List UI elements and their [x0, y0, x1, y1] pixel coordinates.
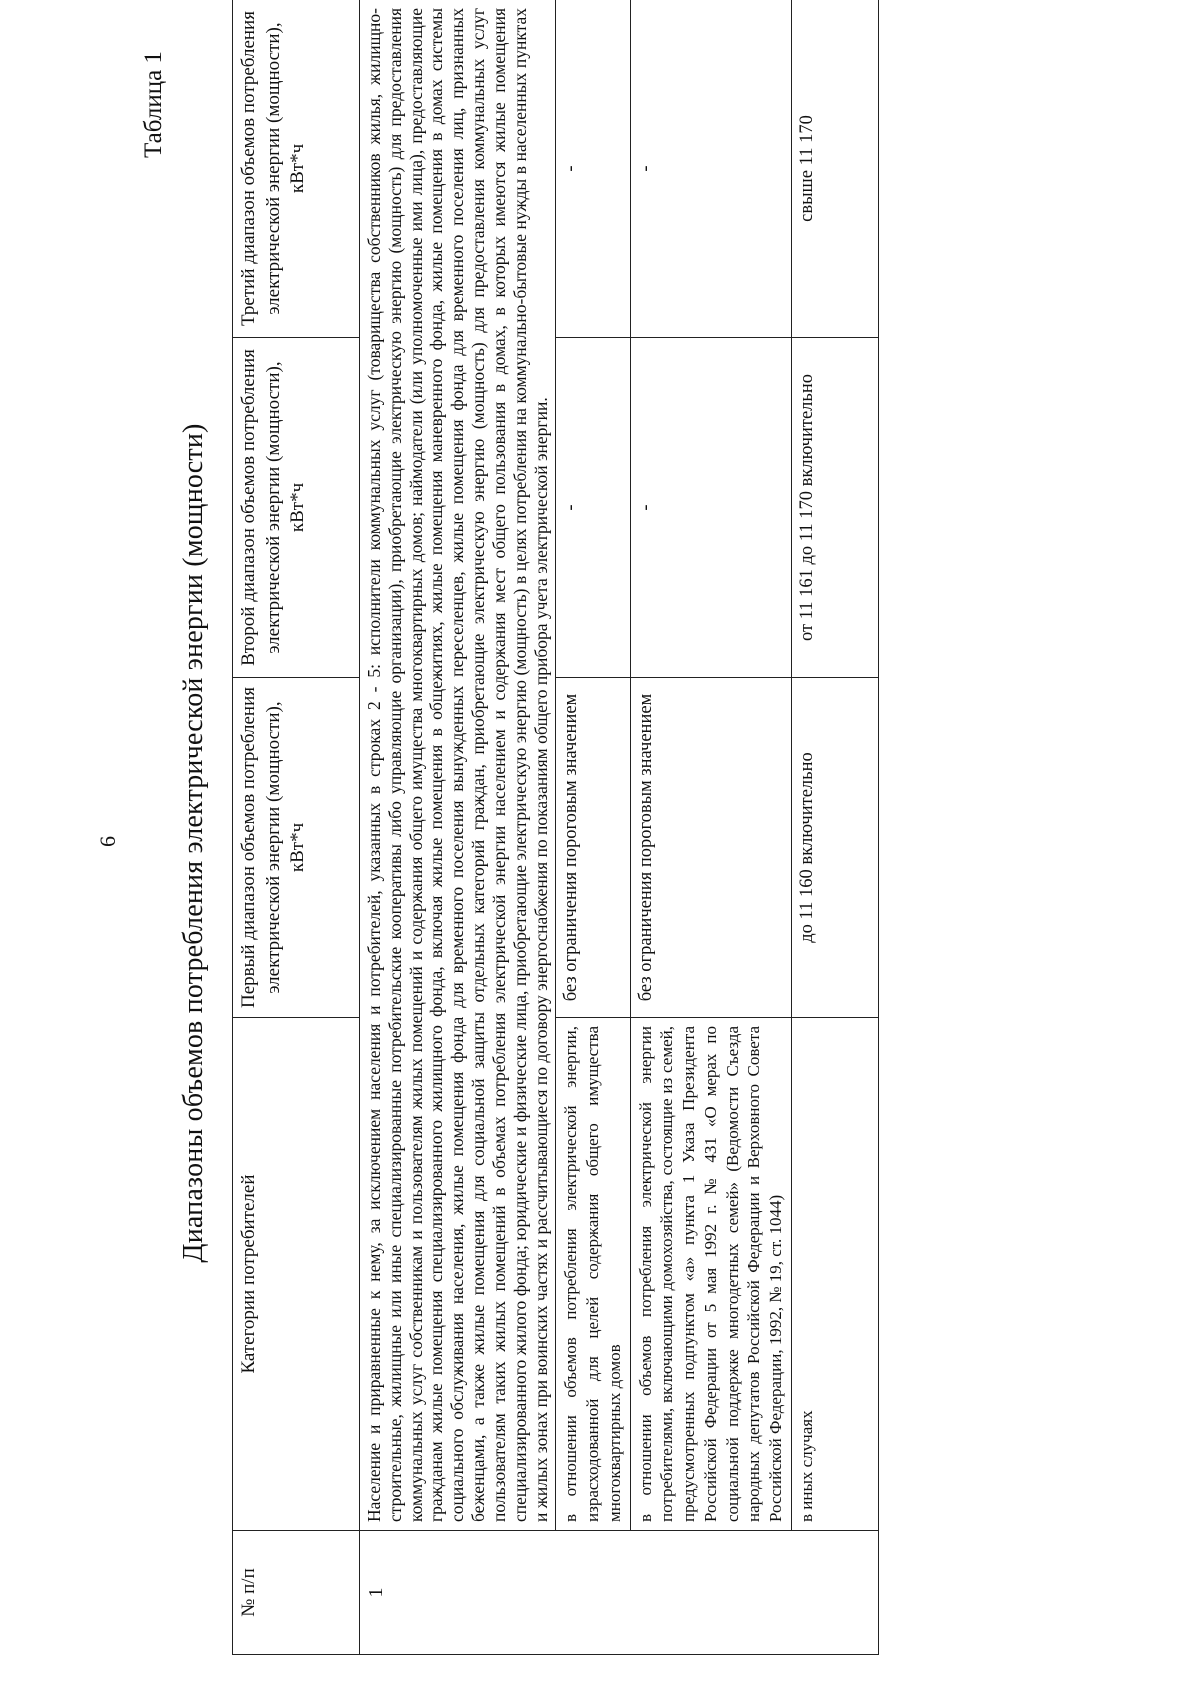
table-row	[556, 0, 630, 1655]
header-category: Категории потребителей	[233, 1018, 360, 1531]
page-number: 6	[95, 836, 120, 847]
row-first-range: без ограничения пороговым значением	[556, 678, 630, 1018]
row-first-range: без ограничения пороговым значением	[630, 678, 791, 1018]
row-category: в отношении объемов потребления электрической энергии потребителями, включающими домохозяйства, состоящие из семей, предусмотренных подпунктом «а» пункта 1 Указа Президента Российской Федерации от 5 мая 1992 г. № 431 «О мерах по социальной поддержке многодетных семей» (Ведомости Съезда народных депутатов Российской Федерации и Верховного Совета Российской Федерации, 1992, № 19, ст. 1044)	[630, 1018, 791, 1531]
row-category: в иных случаях	[791, 1018, 878, 1531]
table-row-description	[360, 0, 556, 1655]
consumption-ranges-table	[232, 0, 879, 1655]
header-second-range: Второй диапазон объемов потребления электрической энергии (мощности), кВт*ч	[233, 338, 360, 678]
header-third-range: Третий диапазон объемов потребления электрической энергии (мощности), кВт*ч	[233, 0, 360, 338]
row-third-range: -	[556, 0, 630, 338]
row-number: 1	[360, 1531, 879, 1655]
row-category: в отношении объемов потребления электрической энергии, израсходованной для целей содержания общего имущества многоквартирных домов	[556, 1018, 630, 1531]
header-first-range: Первый диапазон объемов потребления электрической энергии (мощности), кВт*ч	[233, 678, 360, 1018]
population-description: Население и приравненные к нему, за исключением населения и потребителей, указанных в строках 2 - 5: исполнители коммунальных услуг (товарищества собственников жилья, жилищно-строительные, жилищные или иные специализированные потребительские кооперативы либо управляющие организации), приобретающие электрическую энергию (мощность) для предоставления коммунальных услуг собственникам и пользователям жилых помещений и содержания общего имущества многоквартирных домов; наймодатели (или уполномоченные ими лица), предоставляющие гражданам жилые помещения специализированного жилищного фонда, включая жилые помещения в общежитиях, жилые помещения маневренного фонда, жилые помещения в домах системы социального обслуживания населения, жилые помещения фонда для временного поселения вынужденных переселенцев, жилые помещения фонда для временного поселения лиц, признанных беженцами, а также жилые помещения для социальной защиты отдельных категорий граждан, приобретающие электрическую энергию (мощность) для предоставления коммунальных услуг пользователям таких жилых помещений в объемах потребления электрической энергии населением и содержания мест общего пользования в домах, в которых имеются жилые помещения специализированного жилого фонда; юридические и физические лица, приобретающие электрическую энергию (мощность) в целях потребления на коммунально-бытовые нужды в населенных пунктах и жилых зонах при воинских частях и рассчитывающиеся по договору энергоснабжения по показаниям общего прибора учета электрической энергии.	[360, 0, 556, 1531]
header-number: № п/п	[233, 1531, 360, 1655]
row-third-range: свыше 11 170	[791, 0, 878, 338]
table-row	[791, 0, 878, 1655]
table-row	[630, 0, 791, 1655]
row-second-range: -	[556, 338, 630, 678]
row-second-range: -	[630, 338, 791, 678]
table-label: Таблица 1	[140, 51, 167, 158]
row-second-range: от 11 161 до 11 170 включительно	[791, 338, 878, 678]
page-title: Диапазоны объемов потребления электрической энергии (мощности)	[178, 423, 209, 1263]
row-third-range: -	[630, 0, 791, 338]
table-header-row	[233, 0, 360, 1655]
row-first-range: до 11 160 включительно	[791, 678, 878, 1018]
